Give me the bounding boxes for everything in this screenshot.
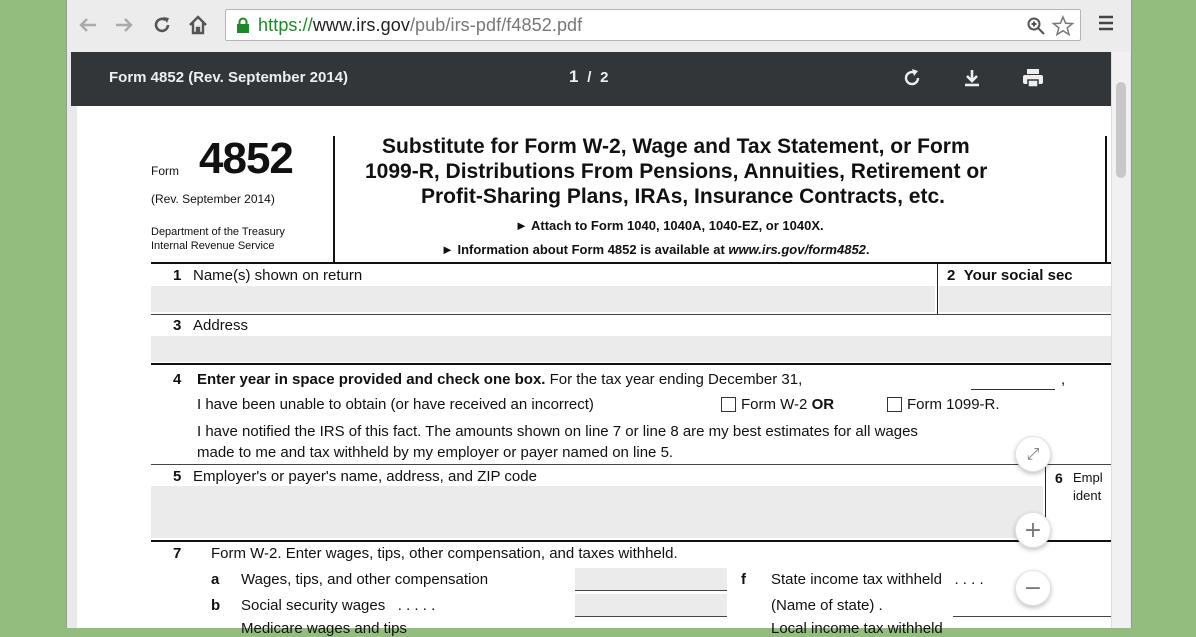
line7g-label: Local income tax withheld bbox=[771, 620, 943, 637]
plus-icon: + bbox=[1023, 517, 1043, 543]
vertical-scrollbar[interactable] bbox=[1111, 52, 1130, 628]
line7b-amount-field[interactable] bbox=[575, 594, 727, 616]
line3-address-field[interactable] bbox=[151, 336, 1111, 362]
back-button[interactable] bbox=[75, 10, 101, 40]
page-separator: / bbox=[587, 69, 592, 86]
scrollbar-thumb[interactable] bbox=[1116, 82, 1126, 178]
line5-number: 5 bbox=[173, 468, 182, 485]
tax-year-field[interactable] bbox=[971, 389, 1055, 390]
line7b-underline bbox=[575, 616, 727, 617]
line7b-label: Social security wages . . . . . bbox=[241, 597, 436, 614]
line7b-letter: b bbox=[211, 597, 221, 614]
line2-ssn-field[interactable] bbox=[939, 286, 1111, 312]
bookmark-star-icon[interactable] bbox=[1052, 16, 1074, 36]
w2-option-label: Form W-2 OR bbox=[741, 396, 835, 413]
form-title-line3: Profit-Sharing Plans, IRAs, Insurance Contracts, etc. bbox=[421, 185, 945, 208]
line7c-label: Medicare wages and tips bbox=[241, 620, 407, 637]
header-bottom-rule bbox=[151, 262, 1111, 264]
line7a-amount-field[interactable] bbox=[575, 568, 727, 590]
department-line1: Department of the Treasury bbox=[151, 226, 285, 238]
w2-checkbox[interactable] bbox=[721, 397, 736, 412]
line3-number: 3 bbox=[173, 317, 182, 334]
fit-page-icon: ⤢ bbox=[1026, 444, 1040, 463]
download-icon[interactable] bbox=[961, 67, 983, 89]
line4-number: 4 bbox=[173, 371, 182, 388]
line6-label-line1: Empl bbox=[1073, 470, 1103, 485]
line7f-underline bbox=[953, 616, 1111, 617]
header-divider-left bbox=[333, 136, 335, 262]
home-button[interactable] bbox=[185, 10, 211, 40]
attach-instruction: ► Attach to Form 1040, 1040A, 1040-EZ, or 1040X. bbox=[515, 218, 824, 233]
line1-label: Name(s) shown on return bbox=[193, 267, 363, 284]
address-bar[interactable] bbox=[225, 9, 1081, 41]
line5-employer-field[interactable] bbox=[151, 486, 1043, 538]
line2-label: 2 Your social sec bbox=[947, 267, 1073, 284]
line7f-state-label: (Name of state) . bbox=[771, 597, 883, 614]
reload-icon bbox=[151, 14, 173, 36]
line7a-label: Wages, tips, and other compensation bbox=[241, 571, 489, 588]
line7f-label: State income tax withheld . . . . bbox=[771, 571, 984, 588]
line4-notified-line1: I have notified the IRS of this fact. The amounts shown on line 7 or line 8 are my best estimates for all wages bbox=[197, 423, 918, 440]
form-title-line1: Substitute for Form W-2, Wage and Tax Statement, or Form bbox=[382, 135, 970, 158]
pdf-viewer-toolbar bbox=[71, 52, 1111, 106]
line7-label: Form W-2. Enter wages, tips, other compensation, and taxes withheld. bbox=[211, 545, 678, 562]
current-page-number[interactable]: 1 bbox=[569, 67, 579, 86]
line7a-underline bbox=[575, 590, 727, 591]
minus-icon: − bbox=[1023, 575, 1043, 601]
reload-button[interactable] bbox=[149, 10, 175, 40]
total-pages-number: 2 bbox=[600, 69, 609, 86]
form-revision: (Rev. September 2014) bbox=[151, 192, 275, 206]
print-icon[interactable] bbox=[1021, 67, 1045, 89]
line6-label-line2: ident bbox=[1073, 488, 1102, 503]
line5-label: Employer's or payer's name, address, and ZIP code bbox=[193, 468, 537, 485]
pdf-document-title: Form 4852 (Rev. September 2014) bbox=[109, 69, 348, 86]
browser-toolbar bbox=[67, 0, 1131, 52]
line3-label: Address bbox=[193, 317, 249, 334]
line6-number: 6 bbox=[1055, 470, 1063, 486]
line1-name-field[interactable] bbox=[151, 286, 935, 312]
lock-icon bbox=[236, 17, 250, 34]
forward-arrow-icon bbox=[113, 14, 135, 36]
back-arrow-icon bbox=[77, 14, 99, 36]
line1-divider bbox=[937, 264, 938, 314]
rotate-icon[interactable] bbox=[901, 67, 923, 89]
form-number: 4852 bbox=[199, 134, 293, 183]
line7-number: 7 bbox=[173, 545, 182, 562]
1099r-checkbox[interactable] bbox=[887, 397, 902, 412]
browser-window bbox=[66, 0, 1132, 637]
pdf-page bbox=[77, 106, 1111, 637]
line4-comma: , bbox=[1061, 371, 1066, 388]
line7f-letter: f bbox=[741, 571, 746, 588]
1099r-option-label: Form 1099-R. bbox=[907, 396, 1000, 413]
line1-bottom-rule bbox=[151, 314, 1111, 315]
fit-to-page-button[interactable] bbox=[1015, 436, 1051, 472]
line4-unable-text: I have been unable to obtain (or have received an incorrect) bbox=[197, 396, 594, 413]
line4-bottom-rule bbox=[151, 464, 1111, 465]
department-line2: Internal Revenue Service bbox=[151, 240, 275, 252]
line3-bottom-rule bbox=[151, 363, 1111, 365]
pdf-page-indicator bbox=[567, 67, 610, 87]
zoom-out-button[interactable] bbox=[1015, 570, 1051, 606]
info-url-link[interactable]: www.irs.gov/form4852 bbox=[728, 242, 866, 257]
url-text: https://www.irs.gov/pub/irs-pdf/f4852.pdf bbox=[258, 15, 583, 35]
line7a-letter: a bbox=[211, 571, 220, 588]
home-icon bbox=[187, 14, 209, 36]
info-instruction: ► Information about Form 4852 is available at www.irs.gov/form4852. bbox=[441, 242, 870, 257]
line1-number: 1 bbox=[173, 267, 182, 284]
zoom-magnifier-icon[interactable] bbox=[1026, 16, 1046, 36]
forward-button[interactable] bbox=[111, 10, 137, 40]
form-title-line2: 1099-R, Distributions From Pensions, Annuities, Retirement or bbox=[365, 160, 988, 183]
line4-instruction: Enter year in space provided and check one box. For the tax year ending December 31, bbox=[197, 371, 803, 388]
line5-bottom-rule bbox=[151, 540, 1111, 542]
form-word-label: Form bbox=[151, 164, 179, 178]
browser-menu-icon[interactable] bbox=[1097, 14, 1115, 32]
line4-notified-line2: made to me and tax withheld by my employer or payer named on line 5. bbox=[197, 444, 674, 461]
header-divider-right bbox=[1105, 136, 1107, 262]
zoom-in-button[interactable] bbox=[1015, 512, 1051, 548]
